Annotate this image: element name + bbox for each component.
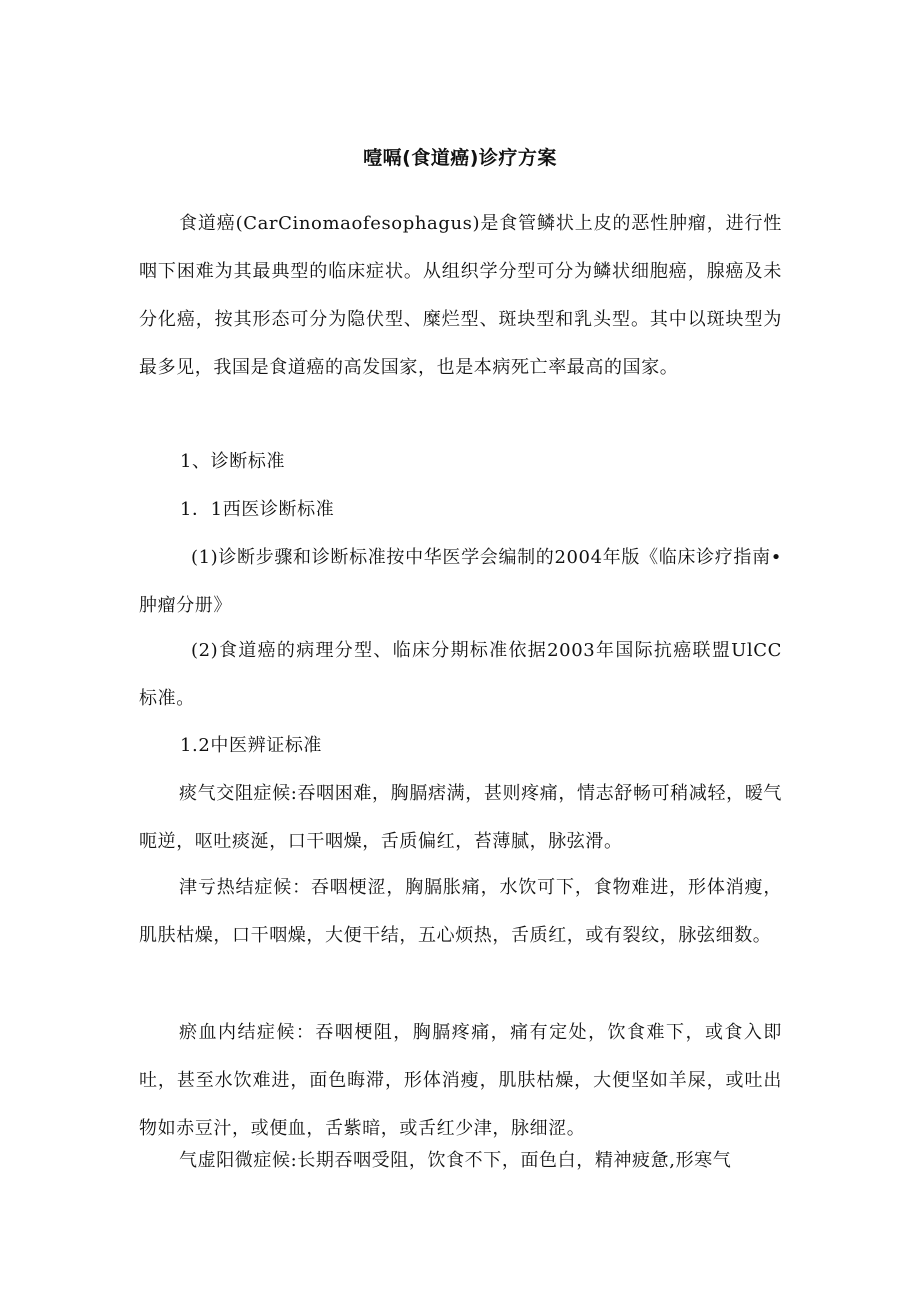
tcm-syndrome-phlegm-qi: 痰气交阻症候:吞咽困难，胸膈痞满，甚则疼痛，情志舒畅可稍减轻，暧气呃逆，呕吐痰涎，口干咽燥，舌质偏红，苔薄腻，脉弦滑。 [139,783,782,852]
tcm-syndrome-blood-stasis: 瘀血内结症候：吞咽梗阻，胸膈疼痛，痛有定处，饮食难下，或食入即吐，甚至水饮难进，面色晦滞，形体消瘦，肌肤枯燥，大便坚如羊屎，或吐出物如赤豆汁，或便血，舌紫暗，或舌红少津，脉细涩。 [139,1022,782,1139]
document-title: 噎嗝(食道癌)诊疗方案 [363,147,557,169]
section-heading-diagnosis: 1、诊断标准 [180,451,286,472]
section-heading-western-criteria: 1．1西医诊断标准 [180,499,335,520]
intro-paragraph: 食道癌(CarCinomaofesophagus)是食管鳞状上皮的恶性肿瘤，进行性咽下困难为其最典型的临床症状。从组织学分型可分为鳞状细胞癌，腺癌及未分化癌，按其形态可分为隐伏型、糜烂型、斑块型和乳头型。其中以斑块型为最多见，我国是食道癌的高发国家，也是本病死亡率最高的国家。 [139,213,782,378]
western-criteria-item-2: (2)食道癌的病理分型、临床分期标准依据2003年国际抗癌联盟UlCC标准。 [139,640,782,709]
western-criteria-item-1: (1)诊断步骤和诊断标准按中华医学会编制的2004年版《临床诊疗指南•肿瘤分册》 [139,547,782,616]
tcm-syndrome-qi-yang-deficiency: 气虚阳微症候:长期吞咽受阻，饮食不下，面色白，精神疲惫,形寒气 [179,1150,732,1171]
tcm-syndrome-fluid-heat: 津亏热结症候：吞咽梗涩，胸膈胀痛，水饮可下，食物难进，形体消瘦，肌肤枯燥，口干咽燥，大便干结，五心烦热，舌质红，或有裂纹，脉弦细数。 [139,877,782,946]
section-heading-tcm-criteria: 1.2中医辨证标准 [180,735,323,756]
